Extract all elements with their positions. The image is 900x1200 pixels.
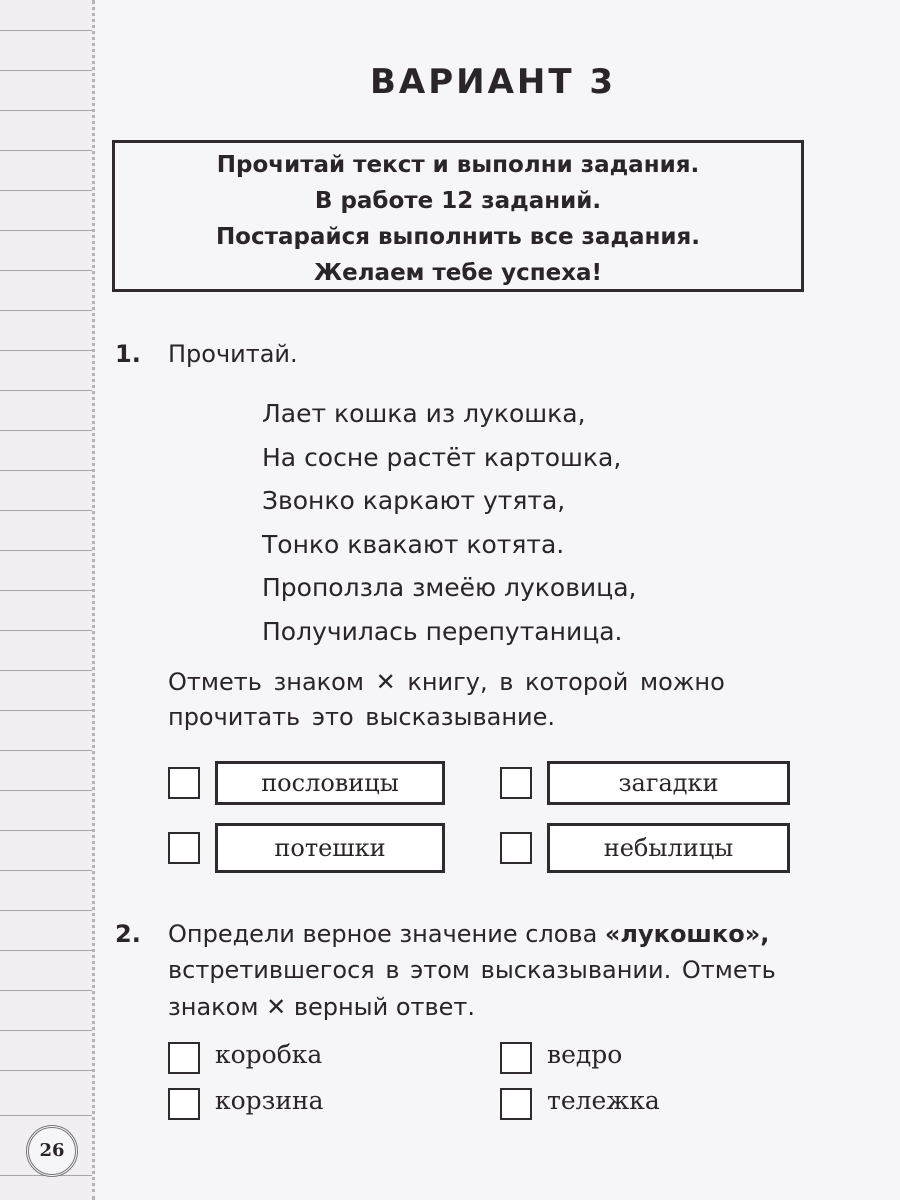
instruction-line: В работе 12 заданий. (314, 188, 602, 214)
poem-line: Лает кошка из лукошка, (262, 399, 586, 428)
checkbox-vedro[interactable] (500, 1042, 532, 1074)
poem-line: На сосне растёт картошка, (262, 442, 622, 472)
task1-question (168, 668, 725, 696)
question-text: верный ответ. (293, 993, 476, 1021)
task2-line1 (168, 920, 769, 948)
keyword: «лукошко», (604, 920, 770, 948)
poem-line: Тонко квакают котята. (262, 529, 565, 559)
option-vedro: ведро (547, 1040, 623, 1069)
option-poteshki: потешки (215, 823, 445, 873)
task2-line3 (168, 993, 475, 1021)
task1-question-line2: прочитать это высказывание. (168, 703, 556, 731)
task1-number: 1. (115, 340, 141, 368)
instructions-box (112, 140, 804, 292)
instruction-line: Желаем тебе успеха! (313, 260, 603, 286)
checkbox-poteshki[interactable] (168, 832, 200, 864)
checkbox-poslovitsy[interactable] (168, 767, 200, 799)
page-title: ВАРИАНТ 3 (370, 62, 617, 102)
option-zagadki: загадки (547, 761, 790, 805)
checkbox-telezhka[interactable] (500, 1088, 532, 1120)
checkbox-zagadki[interactable] (500, 767, 532, 799)
question-text: знаком (168, 993, 259, 1021)
option-nebylitsy: небылицы (547, 823, 790, 873)
option-korobka: коробка (215, 1040, 323, 1069)
page-number: 26 (26, 1125, 78, 1177)
option-poslovitsy: пословицы (215, 761, 445, 805)
page-margin (0, 0, 95, 1200)
instruction-line: Постарайся выполнить все задания. (215, 224, 701, 250)
poem-line: Проползла змеёю луковица, (262, 573, 637, 602)
instruction-line: Прочитай текст и выполни задания. (216, 152, 700, 178)
option-telezhka: тележка (547, 1086, 660, 1115)
checkbox-korzina[interactable] (168, 1088, 200, 1120)
question-text: Отметь знаком (168, 668, 364, 696)
cross-mark-icon: ✕ (375, 668, 396, 696)
task1-prompt: Прочитай. (168, 340, 298, 368)
poem (262, 392, 636, 653)
poem-line: Получилась перепутаница. (262, 616, 623, 646)
poem-line: Звонко каркают утята, (262, 486, 566, 515)
cross-mark-icon: ✕ (266, 993, 287, 1021)
question-text: Определи верное значение слова (168, 920, 605, 948)
task2-line2: встретившегося в этом высказывании. Отметь (168, 956, 776, 984)
checkbox-nebylitsy[interactable] (500, 832, 532, 864)
checkbox-korobka[interactable] (168, 1042, 200, 1074)
task2-number: 2. (115, 920, 141, 948)
option-korzina: корзина (215, 1086, 324, 1115)
question-text: книгу, в которой можно (407, 668, 725, 696)
